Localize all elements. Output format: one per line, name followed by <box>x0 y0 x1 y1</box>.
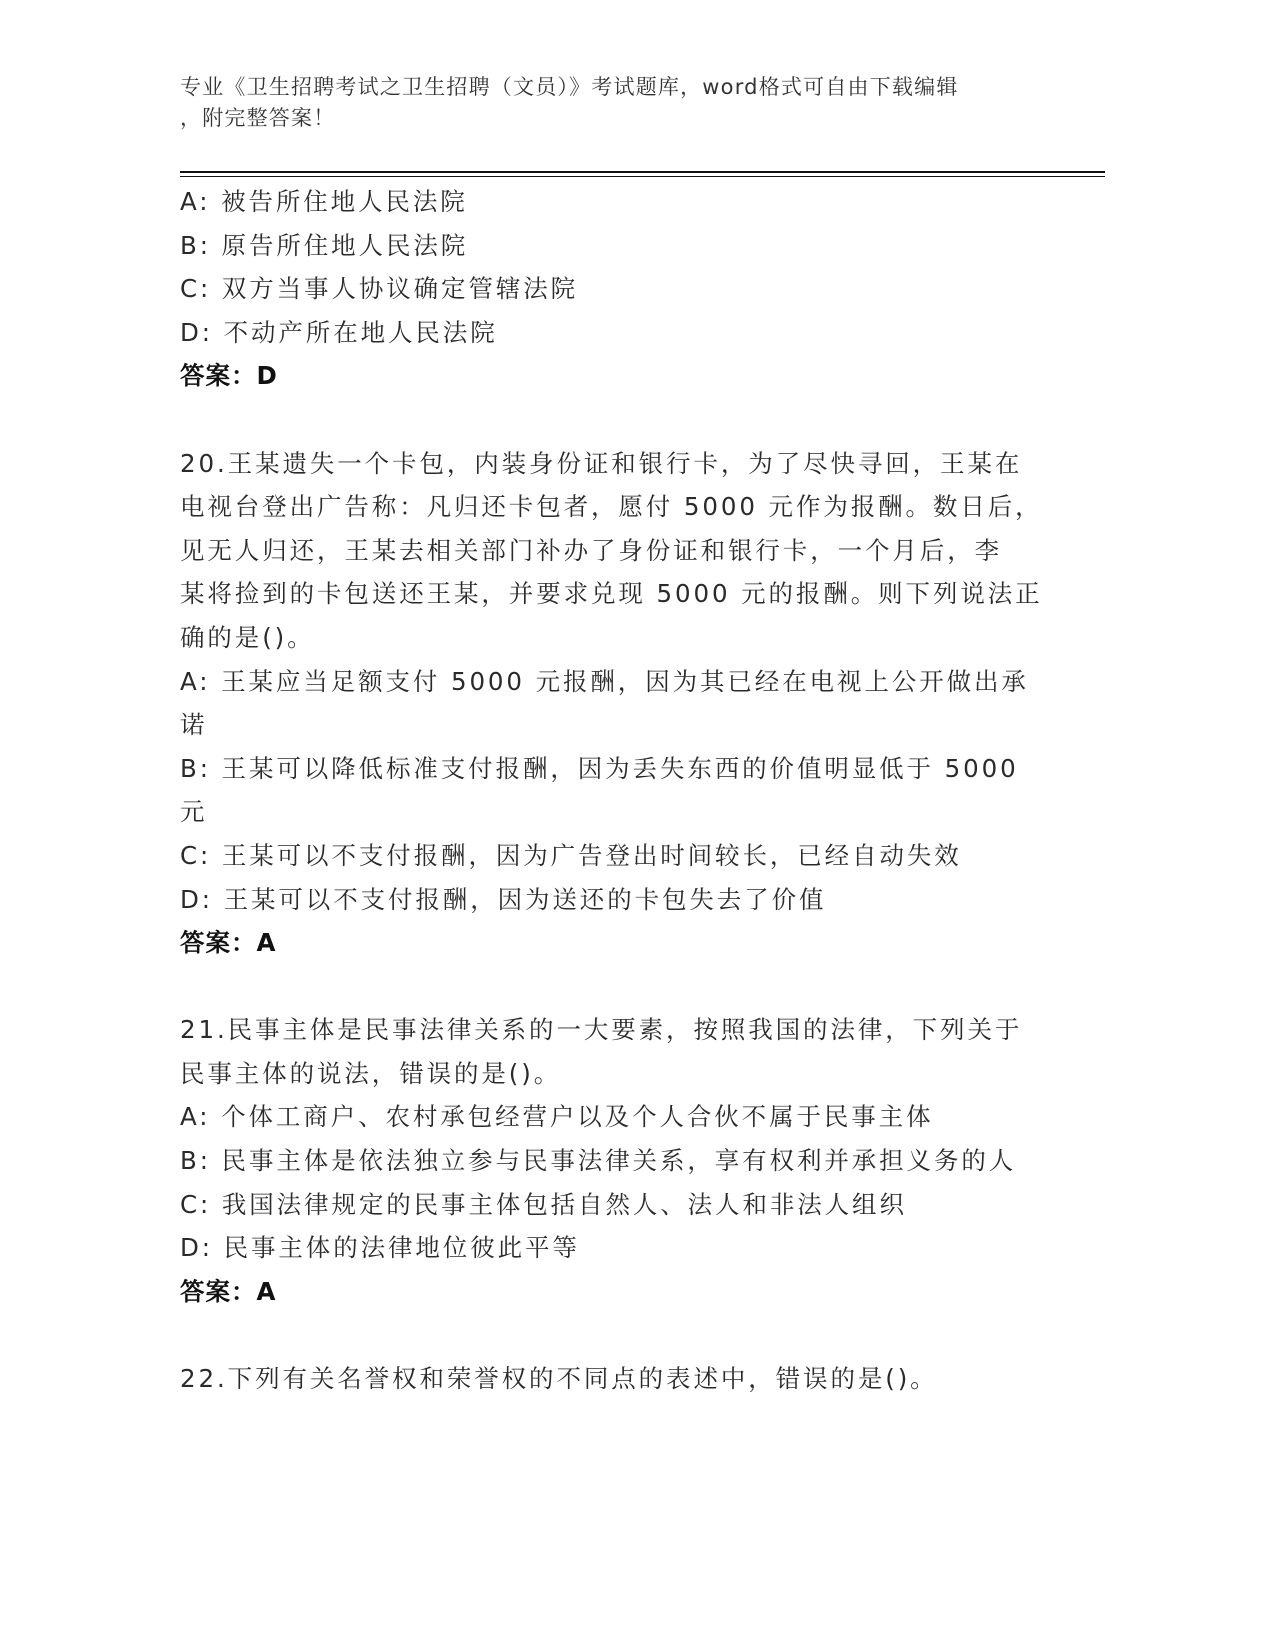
header-divider-thick <box>180 171 1105 173</box>
question-stem: 22.下列有关名誉权和荣誉权的不同点的表述中，错误的是()。 <box>180 1364 938 1394</box>
question-stem: 电视台登出广告称：凡归还卡包者，愿付 5000 元作为报酬。数日后， <box>180 492 1043 522</box>
option-d: D: 民事主体的法律地位彼此平等 <box>180 1233 580 1263</box>
answer: 答案：A <box>180 1276 277 1306</box>
question-stem: 确的是()。 <box>180 622 315 652</box>
option-b: B: 王某可以降低标准支付报酬，因为丢失东西的价值明显低于 5000 <box>180 753 1019 783</box>
header-subtitle-line: ，附完整答案！ <box>180 106 336 130</box>
option-d: D: 王某可以不支付报酬，因为送还的卡包失去了价值 <box>180 884 827 914</box>
question-stem: 某将捡到的卡包送还王某，并要求兑现 5000 元的报酬。则下列说法正 <box>180 579 1043 609</box>
header-divider-thin <box>180 176 1105 177</box>
option-c: C: 我国法律规定的民事主体包括自然人、法人和非法人组织 <box>180 1189 907 1219</box>
header-title-line: 专业《卫生招聘考试之卫生招聘（文员）》考试题库，word格式可自由下载编辑 <box>180 75 959 99</box>
option-c: C: 王某可以不支付报酬，因为广告登出时间较长，已经自动失效 <box>180 840 962 870</box>
option-a: A: 被告所住地人民法院 <box>180 187 468 216</box>
question-stem: 21.民事主体是民事法律关系的一大要素，按照我国的法律，下列关于 <box>180 1015 1023 1045</box>
option-a: A: 王某应当足额支付 5000 元报酬，因为其已经在电视上公开做出承 <box>180 666 1029 696</box>
option-a: A: 个体工商户、农村承包经营户以及个人合伙不属于民事主体 <box>180 1102 934 1132</box>
option-b: B: 原告所住地人民法院 <box>180 230 469 260</box>
question-19 <box>180 180 1080 398</box>
option-c: C: 双方当事人协议确定管辖法院 <box>180 274 579 304</box>
question-stem: 见无人归还，王某去相关部门补办了身份证和银行卡，一个月后，李 <box>180 535 1002 565</box>
document-header <box>180 72 959 134</box>
option-b-cont: 元 <box>180 797 208 827</box>
option-a-cont: 诺 <box>180 710 208 740</box>
answer: 答案：D <box>180 361 278 391</box>
question-21 <box>180 1008 1080 1313</box>
document-body <box>180 180 1080 1401</box>
question-stem: 20.王某遗失一个卡包，内装身份证和银行卡，为了尽快寻回，王某在 <box>180 448 1023 478</box>
question-stem: 民事主体的说法，错误的是()。 <box>180 1058 562 1088</box>
option-b: B: 民事主体是依法独立参与民事法律关系，享有权利并承担义务的人 <box>180 1146 1017 1176</box>
option-d: D: 不动产所在地人民法院 <box>180 317 498 347</box>
question-22 <box>180 1357 1080 1401</box>
question-20 <box>180 442 1080 965</box>
answer: 答案：A <box>180 928 277 958</box>
